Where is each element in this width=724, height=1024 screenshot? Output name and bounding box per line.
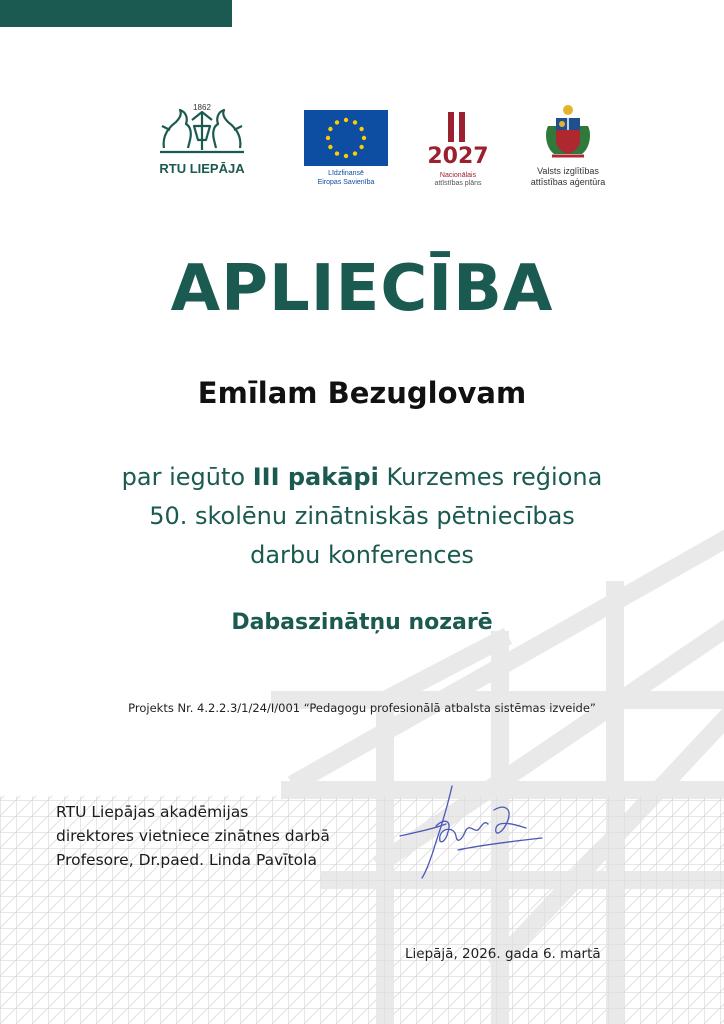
viaa-text-line1: Valsts izglītības	[537, 166, 599, 176]
handwritten-signature-icon	[396, 780, 546, 880]
signer-line3: Profesore, Dr.paed. Linda Pavītola	[56, 851, 317, 869]
nap-pillars-icon	[446, 112, 468, 142]
rtu-year: 1862	[193, 103, 211, 112]
eu-star-icon	[326, 136, 330, 140]
certificate-title: APLIECĪBA	[170, 252, 554, 326]
eu-star-icon	[362, 136, 366, 140]
signer-line2: direktores vietniece zinātnes darbā	[56, 827, 330, 845]
science-field: Dabaszinātņu nozarē	[231, 610, 493, 635]
eu-flag-icon	[304, 110, 388, 166]
award-description	[60, 458, 664, 575]
latvia-coat-of-arms-icon	[540, 104, 596, 162]
eu-star-icon	[353, 120, 357, 124]
signer-line1: RTU Liepājas akadēmijas	[56, 803, 249, 821]
eu-star-icon	[353, 151, 357, 155]
desc-prefix: par iegūto	[121, 463, 253, 491]
logos-row	[0, 100, 724, 200]
award-description-line1	[60, 458, 664, 497]
eu-star-icon	[328, 145, 332, 149]
award-description-line3: darbu konferences	[250, 541, 474, 569]
award-description-line2: 50. skolēnu zinātniskās pētniecības	[149, 502, 575, 530]
eu-star-icon	[335, 120, 339, 124]
eu-star-icon	[359, 145, 363, 149]
eu-star-icon	[359, 127, 363, 131]
nap-text-line1: Nacionālais	[439, 172, 477, 179]
nap-year: 2027	[427, 144, 489, 169]
project-reference: Projekts Nr. 4.2.2.3/1/24/I/001 “Pedagogu profesionālā atbalsta sistēmas izveide”	[128, 701, 596, 715]
eu-star-icon	[344, 154, 348, 158]
award-degree: III pakāpi	[252, 463, 379, 491]
viaa-text-line2: attīstības aģentūra	[530, 177, 606, 187]
signer-block	[56, 800, 330, 872]
eu-star-icon	[335, 151, 339, 155]
nap-text-line2: attīstības plāns	[434, 180, 482, 187]
issue-date: Liepājā, 2026. gada 6. martā	[405, 946, 601, 962]
eu-text-line1: Līdzfinansē	[328, 170, 364, 177]
recipient-name: Emīlam Bezuglovam	[197, 376, 527, 410]
desc-line1-rest: Kurzemes reģiona	[378, 463, 603, 491]
eu-text-line2: Eiropas Savienība	[317, 179, 375, 186]
top-accent-bar	[0, 0, 232, 27]
eu-star-icon	[344, 118, 348, 122]
eu-star-icon	[328, 127, 332, 131]
rtu-name: RTU LIEPĀJA	[159, 161, 245, 176]
